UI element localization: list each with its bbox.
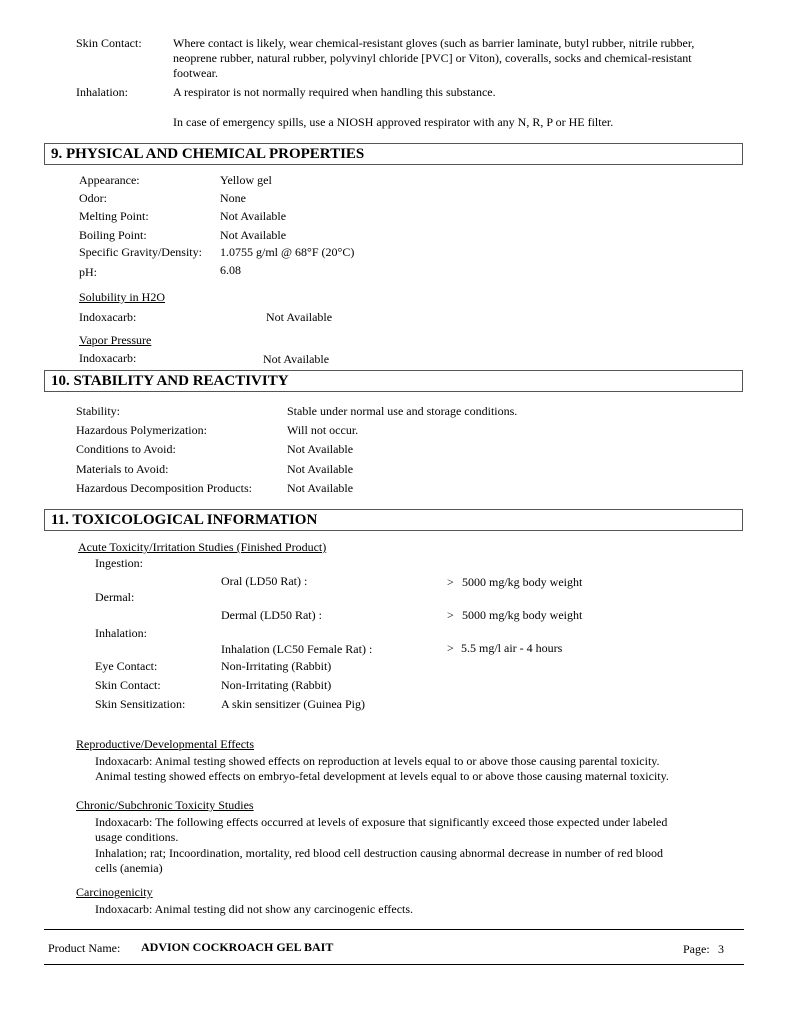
oral-ld50-value: 5000 mg/kg body weight: [462, 575, 583, 589]
inhalation-lc50-value: 5.5 mg/l air - 4 hours: [461, 641, 563, 655]
greater-than-symbol: >: [447, 641, 454, 655]
carcinogenicity-heading: Carcinogenicity: [76, 885, 153, 899]
section-11-title: 11. TOXICOLOGICAL INFORMATION: [51, 512, 318, 528]
product-name: ADVION COCKROACH GEL BAIT: [141, 940, 334, 954]
stability-label: Stability:: [76, 404, 121, 418]
skin-sensitization-label: Skin Sensitization:: [95, 697, 186, 711]
section-11-header: [44, 509, 743, 531]
property-value: Not Available: [220, 228, 287, 242]
eye-contact-value: Non-Irritating (Rabbit): [221, 659, 332, 673]
skin-contact-text-line3: footwear.: [173, 66, 218, 80]
solubility-heading: Solubility in H2O: [79, 290, 166, 304]
reproductive-text-line1: Indoxacarb: Animal testing showed effects on reproduction at levels equal to or above those causing parental toxicity.: [95, 754, 660, 768]
property-value: 1.0755 g/ml @ 68°F (20°C): [220, 245, 355, 259]
property-label: Odor:: [79, 191, 107, 205]
property-value: Not Available: [220, 209, 287, 223]
dermal-ld50-value: 5000 mg/kg body weight: [462, 608, 583, 622]
property-value: Yellow gel: [220, 173, 272, 187]
property-value: None: [220, 191, 246, 205]
chronic-heading: Chronic/Subchronic Toxicity Studies: [76, 798, 254, 812]
section-9-header: [44, 143, 743, 165]
oral-test-label: Oral (LD50 Rat) :: [221, 574, 308, 588]
stability-value: Stable under normal use and storage conditions.: [287, 404, 518, 418]
section-10-title: 10. STABILITY AND REACTIVITY: [51, 373, 289, 389]
ingestion-label: Ingestion:: [95, 556, 143, 570]
page-label: Page:: [683, 942, 710, 956]
property-label: Melting Point:: [79, 209, 149, 223]
chronic-text-line3: Inhalation; rat; Incoordination, mortality, red blood cell destruction causing abnormal decrease in number of red blood: [95, 846, 664, 860]
stability-label: Materials to Avoid:: [76, 462, 169, 476]
product-name-label: Product Name:: [48, 941, 121, 955]
dermal-label: Dermal:: [95, 590, 135, 604]
chronic-text-line4: cells (anemia): [95, 861, 163, 875]
stability-label: Hazardous Decomposition Products:: [76, 481, 252, 495]
dermal-test-label: Dermal (LD50 Rat) :: [221, 608, 322, 622]
skin-contact-label: Skin Contact:: [76, 36, 142, 50]
skin-sensitization-value: A skin sensitizer (Guinea Pig): [221, 697, 365, 711]
page-number: 3: [718, 942, 724, 956]
greater-than-symbol: >: [447, 608, 454, 622]
acute-toxicity-heading: Acute Toxicity/Irritation Studies (Finished Product): [78, 540, 327, 554]
section-10-header: [44, 370, 743, 392]
greater-than-symbol: >: [447, 575, 454, 589]
inhalation-label: Inhalation:: [76, 85, 128, 99]
property-value: 6.08: [220, 263, 241, 277]
skin-contact-tox-value: Non-Irritating (Rabbit): [221, 678, 332, 692]
inhalation-tox-label: Inhalation:: [95, 626, 147, 640]
property-label: pH:: [79, 265, 97, 279]
stability-label: Conditions to Avoid:: [76, 442, 176, 456]
skin-contact-tox-label: Skin Contact:: [95, 678, 161, 692]
property-label: Appearance:: [79, 173, 140, 187]
skin-contact-text-line2: neoprene rubber, natural rubber, polyvinyl chloride [PVC] or Viton), coveralls, socks and chemical-resistant: [173, 51, 692, 65]
vapor-pressure-label: Indoxacarb:: [79, 351, 137, 365]
stability-label: Hazardous Polymerization:: [76, 423, 207, 437]
solubility-label: Indoxacarb:: [79, 310, 137, 324]
stability-value: Not Available: [287, 481, 354, 495]
section-9-title: 9. PHYSICAL AND CHEMICAL PROPERTIES: [51, 146, 365, 162]
inhalation-text: A respirator is not normally required when handling this substance.: [173, 85, 496, 99]
property-label: Boiling Point:: [79, 228, 147, 242]
property-label: Specific Gravity/Density:: [79, 245, 202, 259]
stability-value: Will not occur.: [287, 423, 359, 437]
carcinogenicity-text: Indoxacarb: Animal testing did not show any carcinogenic effects.: [95, 902, 414, 916]
vapor-pressure-value: Not Available: [263, 352, 330, 366]
footer-bottom-rule: [44, 964, 744, 965]
reproductive-heading: Reproductive/Developmental Effects: [76, 737, 255, 751]
footer-top-rule: [44, 929, 744, 930]
stability-value: Not Available: [287, 442, 354, 456]
emergency-respirator-text: In case of emergency spills, use a NIOSH approved respirator with any N, R, P or HE filter.: [173, 115, 614, 129]
chronic-text-line2: usage conditions.: [95, 830, 179, 844]
chronic-text-line1: Indoxacarb: The following effects occurred at levels of exposure that significantly exceed those expected under labeled: [95, 815, 668, 829]
inhalation-test-label: Inhalation (LC50 Female Rat) :: [221, 642, 373, 656]
solubility-value: Not Available: [266, 310, 333, 324]
eye-contact-label: Eye Contact:: [95, 659, 158, 673]
stability-value: Not Available: [287, 462, 354, 476]
reproductive-text-line2: Animal testing showed effects on embryo-fetal development at levels equal to or above those causing maternal toxicity.: [95, 769, 669, 783]
skin-contact-text-line1: Where contact is likely, wear chemical-resistant gloves (such as barrier laminate, butyl rubber, nitrile rubber,: [173, 36, 695, 50]
vapor-pressure-heading: Vapor Pressure: [79, 333, 152, 347]
